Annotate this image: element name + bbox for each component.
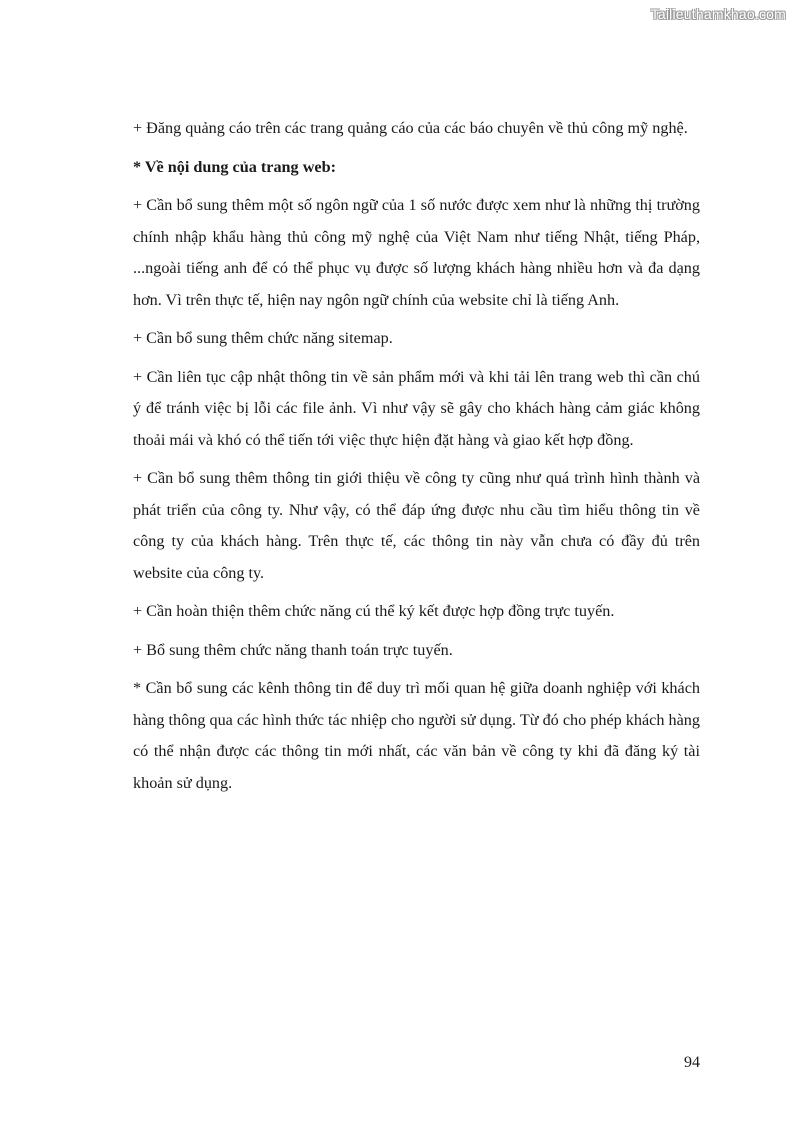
paragraph-product-updates: + Cần liên tục cập nhật thông tin về sản phẩm mới và khi tải lên trang web thì cần chú ý để tránh việc bị lỗi các file ảnh. Vì như vậy sẽ gây cho khách hàng cảm giác không thoải mái và khó có thể tiến tới việc thực hiện đặt hàng và giao kết hợp đồng. <box>133 367 700 449</box>
paragraph-info-channels: * Cần bổ sung các kênh thông tin để duy trì mối quan hệ giữa doanh nghiệp với khách hàng thông qua các hình thức tác nhiệp cho người sử dụng. Từ đó cho phép khách hàng có thể nhận được các thông tin mới nhất, các văn bản về công ty khi đã đăng ký tài khoản sử dụng. <box>133 679 700 792</box>
page-number: 94 <box>684 1054 700 1071</box>
paragraph-online-payment: + Bổ sung thêm chức năng thanh toán trực tuyến. <box>133 640 453 659</box>
paragraph-sitemap: + Cần bổ sung thêm chức năng sitemap. <box>133 329 393 347</box>
paragraph-company-info: + Cần bổ sung thêm thông tin giới thiệu về công ty cũng như quá trình hình thành và phát triển của công ty. Như vậy, có thể đáp ứng được nhu cầu tìm hiểu thông tin về công ty của khách hàng. Trên thực tế, các thông tin này vẫn chưa có đầy đủ trên website của công ty. <box>133 469 700 582</box>
document-body <box>133 113 700 806</box>
paragraph-languages: + Cần bổ sung thêm một số ngôn ngữ của 1 số nước được xem như là những thị trường chính nhập khẩu hàng thủ công mỹ nghệ của Việt Nam như tiếng Nhật, tiếng Pháp, ...ngoài tiếng anh để có thể phục vụ được số lượng khách hàng nhiều hơn và đa dạng hơn. Vì trên thực tế, hiện nay ngôn ngữ chính của website chỉ là tiếng Anh. <box>133 196 700 309</box>
watermark-text: Tailieuthamkhao.com <box>650 6 786 22</box>
section-heading-web-content: * Về nội dung của trang web: <box>133 157 336 176</box>
paragraph-online-contract: + Cần hoàn thiện thêm chức năng cú thể ký kết được hợp đồng trực tuyến. <box>133 602 615 620</box>
paragraph-advertising: + Đăng quảng cáo trên các trang quảng cáo của các báo chuyên về thủ công mỹ nghệ. <box>133 119 688 137</box>
